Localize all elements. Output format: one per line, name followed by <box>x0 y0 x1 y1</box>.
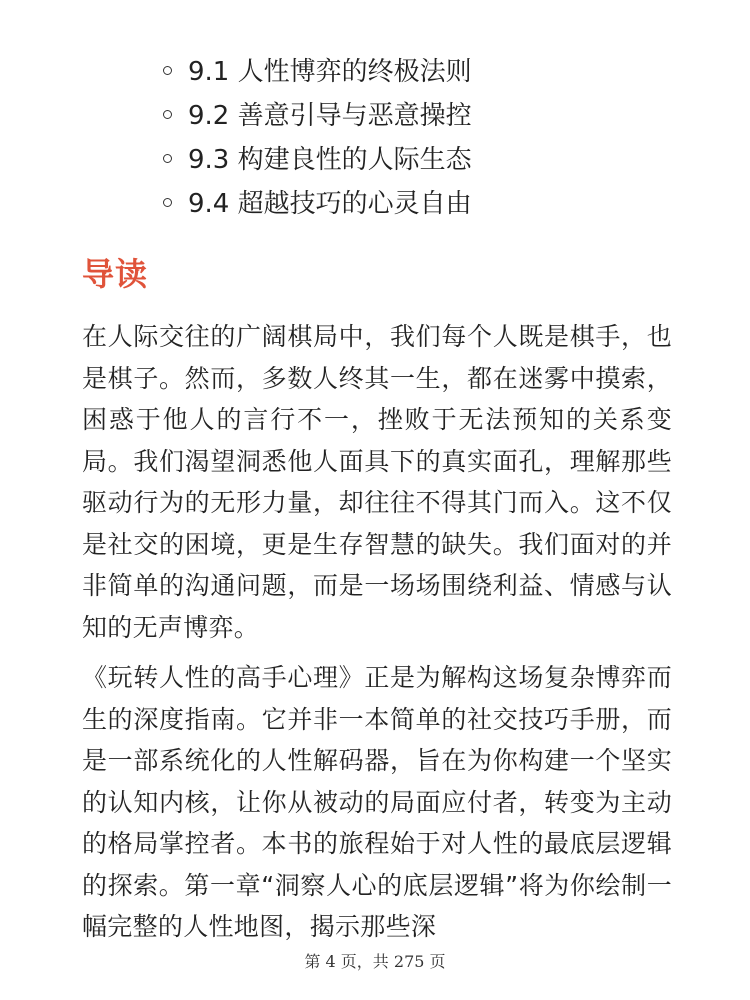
paragraph: 《玩转人性的高手心理》正是为解构这场复杂博弈而生的深度指南。它并非一本简单的社交技巧手册，而是一部系统化的人性解码器，旨在为你构建一个坚实的认知内核，让你从被动的局面应付者，转变为主动的格局掌控者。本书的旅程始于对人性的最底层逻辑的探索。第一章“洞察人心的底层逻辑”将为你绘制一幅完整的人性地图，揭示那些深 <box>82 663 672 941</box>
toc-item[interactable] <box>0 94 750 138</box>
toc-item[interactable] <box>0 138 750 182</box>
page-number: 第 4 页，共 275 页 <box>304 952 446 971</box>
section-heading: 导读 <box>82 255 149 293</box>
toc-item[interactable] <box>0 50 750 94</box>
circle-bullet-icon <box>163 66 172 75</box>
circle-bullet-icon <box>163 198 172 207</box>
paragraph: 在人际交往的广阔棋局中，我们每个人既是棋手，也是棋子。然而，多数人终其一生，都在迷雾中摸索，困惑于他人的言行不一，挫败于无法预知的关系变局。我们渴望洞悉他人面具下的真实面孔，理解那些驱动行为的无形力量，却往往不得其门而入。这不仅是社交的困境，更是生存智慧的缺失。我们面对的并非简单的沟通问题，而是一场场围绕利益、情感与认知的无声博弈。 <box>82 322 672 642</box>
toc-item-label: 9.2 善意引导与恶意操控 <box>188 101 472 131</box>
circle-bullet-icon <box>163 110 172 119</box>
toc-item-label: 9.4 超越技巧的心灵自由 <box>188 189 472 219</box>
toc-item-label: 9.3 构建良性的人际生态 <box>188 145 472 175</box>
body-text <box>82 316 672 957</box>
toc-item[interactable] <box>0 182 750 226</box>
toc-item-label: 9.1 人性博弈的终极法则 <box>188 57 472 87</box>
circle-bullet-icon <box>163 154 172 163</box>
toc-list <box>0 50 750 226</box>
